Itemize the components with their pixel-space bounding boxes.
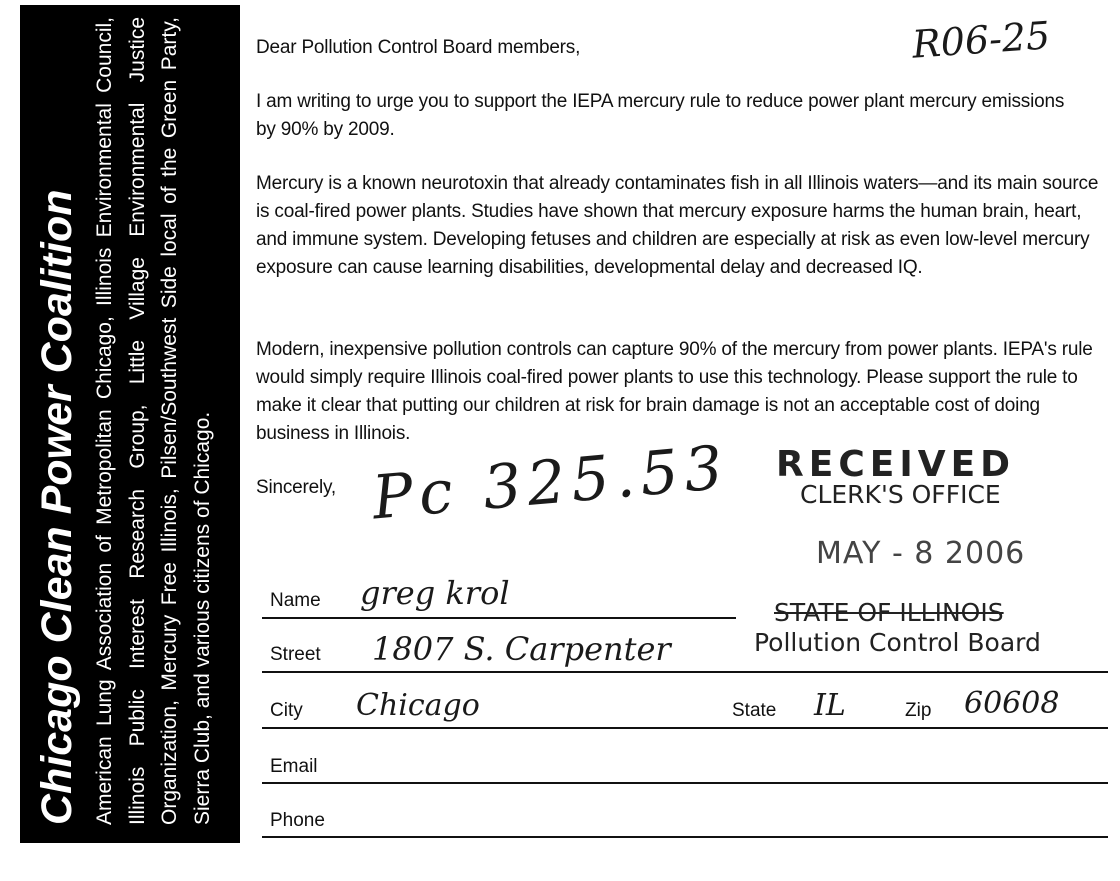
coalition-members: American Lung Association of Metropolitan Chicago, Illinois Environmental Council, Illinois Public Interest Research Group, Little Village Environmental Justice Organization, Mercury Free Illinois, Pilsen/Southwest Side local of the Green Party, Sierra Club, and various citizens of Chicago. [93, 17, 214, 825]
name-line [262, 617, 736, 619]
paragraph-3: Modern, inexpensive pollution controls can capture 90% of the mercury from power plants. IEPA's rule would simply require Illinois coal-fired power plants to use this technology. Please support the rule to make it clear that putting our children at risk for brain damage is not an acceptable cost of doing business in Illinois. [256, 339, 1093, 444]
coalition-title: Chicago Clean Power Coalition [33, 189, 81, 825]
coalition-sidebar [20, 5, 240, 843]
email-line [262, 782, 1108, 784]
state-value: IL [814, 688, 846, 723]
phone-line [262, 836, 1108, 838]
city-value: Chicago [356, 688, 480, 723]
closing: Sincerely, [256, 477, 337, 498]
clerks-office-stamp: CLERK'S OFFICE [800, 480, 1001, 509]
zip-label: Zip [905, 700, 932, 721]
state-stamp: STATE OF ILLINOIS [774, 598, 1004, 627]
street-line [262, 671, 1108, 673]
name-value: greg krol [360, 574, 510, 612]
phone-label: Phone [270, 810, 325, 831]
salutation: Dear Pollution Control Board members, [256, 37, 581, 58]
street-value: 1807 S. Carpenter [372, 630, 671, 668]
zip-value: 60608 [964, 686, 1060, 721]
pc-number: Pc 325.53 [369, 432, 732, 534]
board-stamp: Pollution Control Board [754, 628, 1041, 657]
docket-number: R06-25 [910, 13, 1052, 67]
name-label: Name [270, 590, 321, 611]
city-line [262, 727, 1108, 729]
received-stamp: RECEIVED [776, 444, 1016, 485]
street-label: Street [270, 644, 321, 665]
paragraph-1: I am writing to urge you to support the IEPA mercury rule to reduce power plant mercury emissions by 90% by 2009. [256, 91, 1065, 140]
city-label: City [270, 700, 303, 721]
state-label: State [732, 700, 777, 721]
received-date: MAY - 8 2006 [816, 536, 1026, 571]
paragraph-2: Mercury is a known neurotoxin that already contaminates fish in all Illinois waters—and its main source is coal-fired power plants. Studies have shown that mercury exposure harms the human brain, heart, and immune system. Developing fetuses and children are especially at risk as even low-level mercury exposure can cause learning disabilities, developmental delay and decreased IQ. [256, 173, 1099, 278]
email-label: Email [270, 756, 318, 777]
